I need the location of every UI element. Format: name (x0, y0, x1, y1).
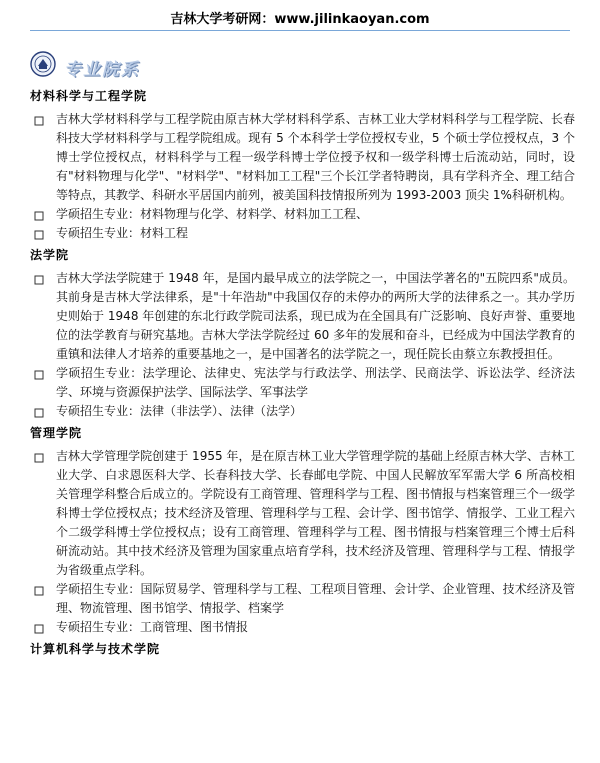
department-title: 计算机科学与技术学院 (30, 642, 161, 656)
professional-majors (30, 224, 575, 243)
hollow-square-bullet-icon (34, 272, 44, 282)
section-title: 专业院系 (64, 60, 140, 80)
page-header (0, 0, 600, 31)
university-seal-icon (30, 51, 56, 77)
header-divider (30, 30, 570, 31)
hollow-square-bullet-icon (34, 208, 44, 218)
hollow-square-bullet-icon (34, 583, 44, 593)
department-materials (30, 88, 575, 243)
professional-text: 专硕招生专业：工商管理、图书情报 (56, 620, 249, 634)
section-heading (30, 49, 570, 83)
hollow-square-bullet-icon (34, 113, 44, 123)
department-title: 法学院 (30, 248, 70, 262)
hollow-square-bullet-icon (34, 367, 44, 377)
intro-text: 吉林大学材料科学与工程学院由原吉林大学材料科学系、吉林工业大学材料科学与工程学院、长春科技大学材料科学与工程学院组成。现有 5 个本科学士学位授权专业，5 个硕士学位授权点，3 个博士学位授权点，材料科学与工程一级学科博士学位授予权和一级学科博士后流动站，同时，设有"材料物理与化学"、"材料学"、"材料加工工程"三个长江学者特聘岗，具有学科齐全、理工结合等特点，其教学、科研水平居国内前列，被美国科技情报所列为 1993-2003 顶尖 1%科研机构。 (56, 112, 575, 202)
intro-text: 吉林大学管理学院创建于 1955 年，是在原吉林工业大学管理学院的基础上经原吉林大学、吉林工业大学、白求恩医科大学、长春科技大学、长春邮电学院、中国人民解放军军需大学 6 所高校相关管理学科整合后成立的。学院设有工商管理、管理科学与工程、图书情报与档案管理三个一级学科博士学位授权点；技术经济及管理、管理科学与工程、会计学、图书馆学、情报学、工业工程六个二级学科博士学位授权点；设有工商管理、管理科学与工程、图书情报与档案管理三个博士后科研流动站。其中技术经济及管理为国家重点培育学科，技术经济及管理、管理科学与工程、情报学为省级重点学科。 (56, 449, 575, 577)
department-law (30, 247, 575, 421)
masters-majors (30, 580, 575, 618)
department-intro (30, 447, 575, 580)
professional-majors (30, 618, 575, 637)
hollow-square-bullet-icon (34, 405, 44, 415)
masters-majors (30, 205, 575, 224)
intro-text: 吉林大学法学院建于 1948 年，是国内最早成立的法学院之一，中国法学著名的"五院四系"成员。其前身是吉林大学法律系，是"十年浩劫"中我国仅存的未停办的两所大学的法律系之一。其办学历史则始于 1948 年创建的东北行政学院司法系，现已成为在全国具有广泛影响、良好声誉、重要地位的法学教育与研究基地。吉林大学法学院经过 60 多年的发展和奋斗，已经成为中国法学教育的重镇和法律人才培养的重要基地之一，是中国著名的法学院之一，现任院长由蔡立东教授担任。 (56, 271, 575, 361)
professional-text: 专硕招生专业：法律（非法学）、法律（法学） (56, 404, 303, 418)
department-list (30, 88, 575, 663)
header-site-text: 吉林大学考研网：www.jilinkaoyan.com (170, 12, 430, 27)
department-management (30, 425, 575, 637)
hollow-square-bullet-icon (34, 227, 44, 237)
hollow-square-bullet-icon (34, 450, 44, 460)
hollow-square-bullet-icon (34, 621, 44, 631)
professional-majors (30, 402, 575, 421)
department-intro (30, 110, 575, 205)
department-title: 材料科学与工程学院 (30, 89, 148, 103)
masters-text: 学硕招生专业：法学理论、法律史、宪法学与行政法学、刑法学、民商法学、诉讼法学、经济法学、环境与资源保护法学、国际法学、军事法学 (56, 366, 575, 399)
masters-majors (30, 364, 575, 402)
masters-text: 学硕招生专业：国际贸易学、管理科学与工程、工程项目管理、会计学、企业管理、技术经济及管理、物流管理、图书馆学、情报学、档案学 (56, 582, 575, 615)
department-title: 管理学院 (30, 426, 83, 440)
department-intro (30, 269, 575, 364)
professional-text: 专硕招生专业：材料工程 (56, 226, 189, 240)
masters-text: 学硕招生专业：材料物理与化学、材料学、材料加工工程、 (56, 207, 369, 221)
department-computer-science (30, 641, 575, 657)
